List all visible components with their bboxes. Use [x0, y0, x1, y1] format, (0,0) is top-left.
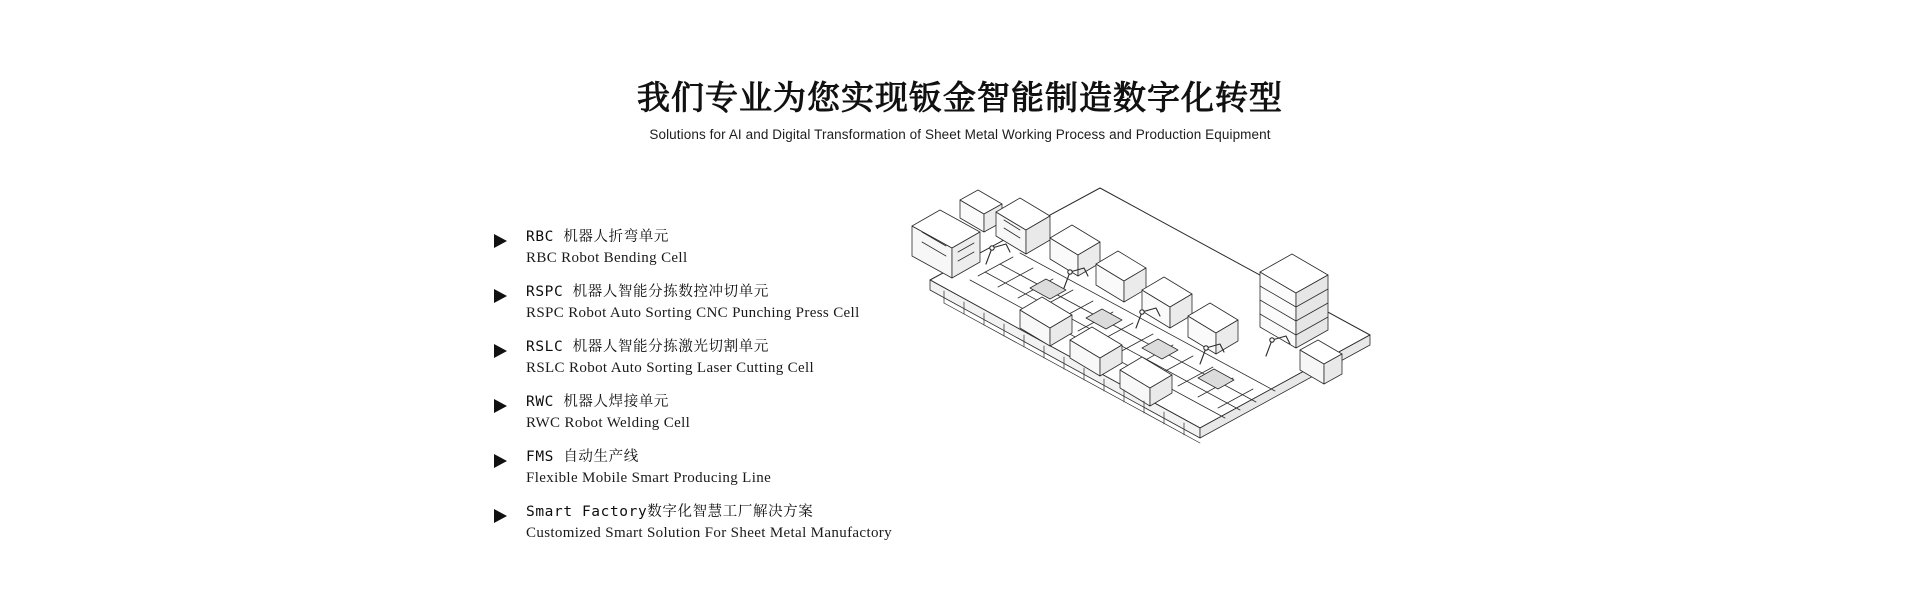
- triangle-bullet-icon: [494, 234, 507, 248]
- list-item[interactable]: [494, 503, 924, 543]
- feature-label-en: Flexible Mobile Smart Producing Line: [526, 469, 772, 486]
- list-item[interactable]: [494, 228, 924, 268]
- feature-label-en: RSPC Robot Auto Sorting CNC Punching Press Cell: [526, 304, 860, 321]
- page-title-cn: 我们专业为您实现钣金智能制造数字化转型: [637, 79, 1283, 116]
- list-item[interactable]: [494, 338, 924, 378]
- heading-block: [0, 78, 1920, 142]
- feature-label-cn: RSLC 机器人智能分拣激光切割单元: [526, 339, 769, 356]
- list-item[interactable]: [494, 393, 924, 433]
- feature-label-cn: RSPC 机器人智能分拣数控冲切单元: [526, 284, 769, 301]
- triangle-bullet-icon: [494, 509, 507, 523]
- feature-label-cn: FMS 自动生产线: [526, 449, 639, 466]
- factory-line-illustration: [900, 160, 1460, 460]
- feature-label-en: RSLC Robot Auto Sorting Laser Cutting Cell: [526, 359, 815, 376]
- list-item[interactable]: [494, 448, 924, 488]
- feature-label-en: RBC Robot Bending Cell: [526, 249, 688, 266]
- feature-label-cn: RBC 机器人折弯单元: [526, 229, 670, 245]
- page-subtitle-en: Solutions for AI and Digital Transformation of Sheet Metal Working Process and Production Equipment: [649, 126, 1271, 142]
- feature-label-cn: RWC 机器人焊接单元: [526, 394, 670, 411]
- triangle-bullet-icon: [494, 289, 507, 303]
- feature-label-en: Customized Smart Solution For Sheet Metal Manufactory: [526, 524, 893, 541]
- feature-list: [494, 228, 924, 543]
- list-item[interactable]: [494, 283, 924, 323]
- feature-label-en: RWC Robot Welding Cell: [526, 414, 691, 431]
- feature-label-cn: Smart Factory数字化智慧工厂解决方案: [526, 504, 814, 521]
- triangle-bullet-icon: [494, 399, 507, 413]
- triangle-bullet-icon: [494, 344, 507, 358]
- triangle-bullet-icon: [494, 454, 507, 468]
